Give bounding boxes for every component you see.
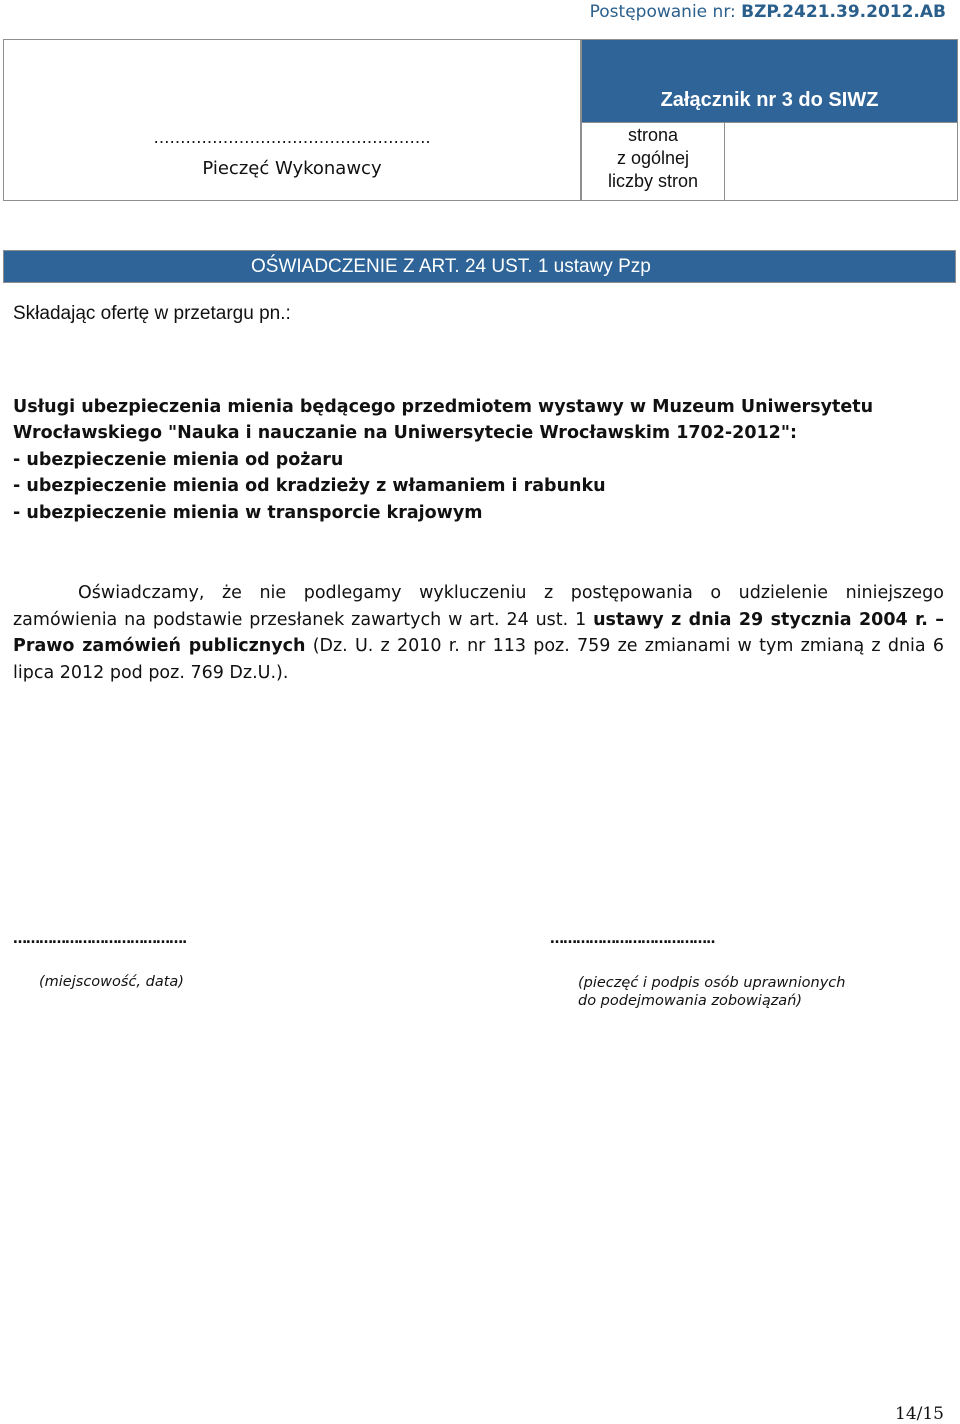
declaration-part2: (Dz. U. z 2010 r. nr 113 poz. 759 ze zmianami w tym zmianą z dnia 6 lipca 2012 pod poz. 769 Dz.U.). <box>13 636 944 683</box>
signature-caption-line1: (pieczęć i podpis osób uprawnionych <box>578 975 846 991</box>
annex-title: Załącznik nr 3 do SIWZ <box>660 89 879 111</box>
procedure-label: Postępowanie nr: <box>589 2 742 22</box>
signature-caption <box>578 974 845 1010</box>
subject-item1: - ubezpieczenie mienia od pożaru <box>13 449 344 470</box>
page-count-value <box>724 122 958 201</box>
page-label-line1: strona <box>627 125 679 145</box>
tender-subject <box>13 394 948 526</box>
stamp-dots: ……………………………………………. <box>153 128 431 147</box>
place-date-caption: (miejscowość, data) <box>39 974 184 990</box>
subject-line2: Wrocławskiego "Nauka i nauczanie na Uniwersytecie Wrocławskim 1702-2012": <box>13 423 797 444</box>
annex-header <box>581 39 958 123</box>
place-date-dots: …………………………………. <box>13 931 187 947</box>
tender-intro: Składając ofertę w przetargu pn.: <box>13 303 291 324</box>
declaration-bold: ustawy z dnia 29 stycznia 2004 r. – Prawo zamówień publicznych <box>13 609 945 656</box>
subject-item2: - ubezpieczenie mienia od kradzieży z włamaniem i rabunku <box>13 476 606 497</box>
declaration-part1: Oświadczamy, że nie podlegamy wykluczeniu z postępowania o udzielenie niniejszego zamówienia na podstawie przesłanek zawartych w art. 24 ust. 1 <box>13 583 944 630</box>
signature-caption-line2: do podejmowania zobowiązań) <box>578 993 803 1009</box>
page-count-label <box>581 122 725 201</box>
procedure-reference <box>590 2 946 22</box>
stamp-label: Pieczęć Wykonawcy <box>202 158 382 179</box>
signature-dots: ……………………………….. <box>550 931 715 947</box>
declaration-paragraph <box>13 580 944 686</box>
page-label-line3: liczby stron <box>607 171 699 191</box>
statement-title-bar <box>3 250 956 283</box>
page-label-line2: z ogólnej <box>616 148 690 168</box>
page-number: 14/15 <box>895 1404 944 1424</box>
subject-line1: Usługi ubezpieczenia mienia będącego przedmiotem wystawy w Muzeum Uniwersytetu <box>13 397 874 417</box>
subject-item3: - ubezpieczenie mienia w transporcie krajowym <box>13 502 483 523</box>
procedure-number: BZP.2421.39.2012.AB <box>741 2 946 22</box>
statement-title: OŚWIADCZENIE Z ART. 24 UST. 1 ustawy Pzp <box>251 256 651 277</box>
